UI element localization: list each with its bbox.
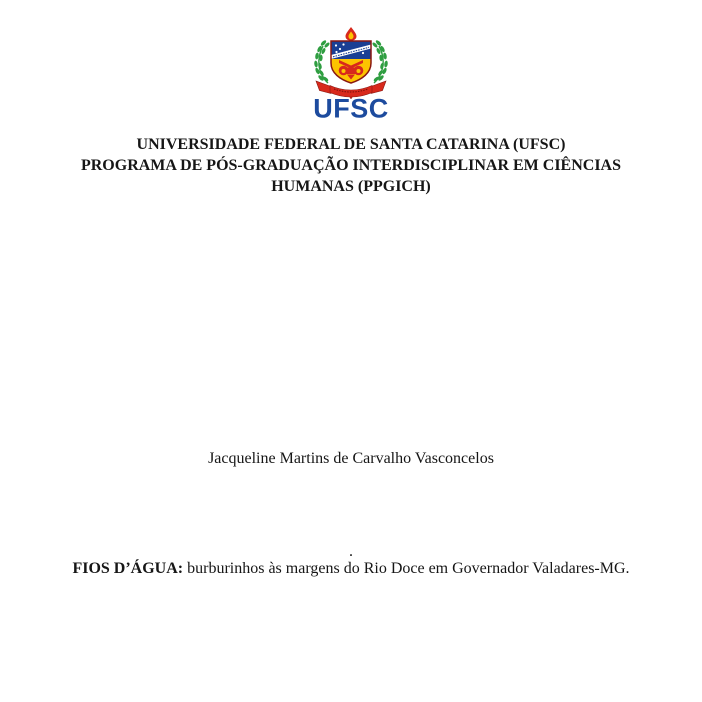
ufsc-crest-icon	[303, 27, 399, 121]
thesis-title-rest: burburinhos às margens do Rio Doce em Governador Valadares-MG.	[187, 560, 630, 577]
flame-icon	[346, 27, 357, 41]
laurel-branch-left-icon	[314, 39, 331, 83]
thesis-title	[0, 558, 702, 579]
ufsc-wordmark: UFSC	[313, 93, 389, 121]
program-name-line-1: PROGRAMA DE PÓS-GRADUAÇÃO INTERDISCIPLINAR EM CIÊNCIAS	[80, 157, 622, 174]
author-name: Jacqueline Martins de Carvalho Vasconcelos	[208, 450, 494, 467]
ufsc-logo	[303, 27, 399, 121]
institution-name-line: UNIVERSIDADE FEDERAL DE SANTA CATARINA (UFSC)	[136, 136, 566, 153]
program-name-line-2: HUMANAS (PPGICH)	[271, 178, 431, 195]
laurel-branch-right-icon	[372, 39, 389, 83]
separator-dot: .	[349, 543, 353, 560]
thesis-title-lead: FIOS D’ÁGUA:	[72, 560, 184, 577]
institution-header	[0, 134, 702, 197]
shield-icon	[331, 41, 371, 83]
